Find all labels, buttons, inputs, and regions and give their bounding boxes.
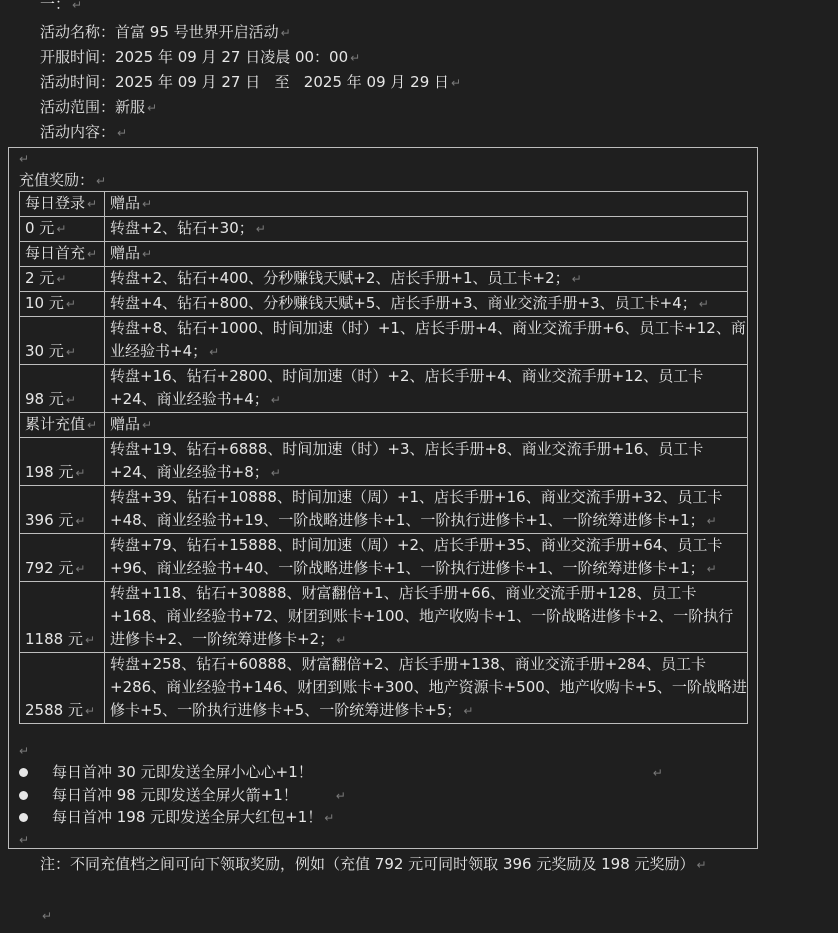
tier-header-cell: 累计充值 ↵ bbox=[20, 413, 105, 438]
table-row bbox=[20, 438, 748, 486]
gift-cell: 转盘+118、钻石+30888、财富翻倍+1、店长手册+66、商业交流手册+128、员工卡+168、商业经验书+72、财团到账卡+100、地产收购卡+1、一阶战略进修卡+2、一阶执行进修卡+2、一阶统筹进修卡+2； ↵ bbox=[105, 582, 748, 653]
gift-cell: 转盘+79、钻石+15888、时间加速（周）+2、店长手册+35、商业交流手册+64、员工卡+96、商业经验书+40、一阶战略进修卡+1、一阶执行进修卡+1、一阶统筹进修卡+1； ↵ bbox=[105, 534, 748, 582]
table-header-row bbox=[20, 413, 748, 438]
empty-paragraph: ↵ bbox=[19, 833, 30, 847]
table-row bbox=[20, 653, 748, 724]
table-row bbox=[20, 486, 748, 534]
amount-cell: 198 元 ↵ bbox=[20, 438, 105, 486]
amount-cell: 30 元 ↵ bbox=[20, 317, 105, 365]
amount-cell: 98 元 ↵ bbox=[20, 365, 105, 413]
gift-cell: 转盘+19、钻石+6888、时间加速（时）+3、店长手册+8、商业交流手册+16、员工卡+24、商业经验书+8； ↵ bbox=[105, 438, 748, 486]
amount-cell: 792 元 ↵ bbox=[20, 534, 105, 582]
gift-cell: 转盘+2、钻石+400、分秒赚钱天赋+2、店长手册+1、员工卡+2； ↵ bbox=[105, 267, 748, 292]
bullet-item: 每日首冲 30 元即发送全屏小心心+1！ ↵ bbox=[19, 762, 663, 783]
gift-cell: 转盘+2、钻石+30； ↵ bbox=[105, 217, 748, 242]
amount-cell: 2588 元 ↵ bbox=[20, 653, 105, 724]
tier-header-cell: 每日登录 ↵ bbox=[20, 192, 105, 217]
empty-paragraph: ↵ bbox=[19, 152, 30, 166]
tier-header-cell: 每日首充 ↵ bbox=[20, 242, 105, 267]
gift-header-cell: 赠品 ↵ bbox=[105, 192, 748, 217]
amount-cell: 0 元 ↵ bbox=[20, 217, 105, 242]
table-row bbox=[20, 292, 748, 317]
gift-cell: 转盘+39、钻石+10888、时间加速（周）+1、店长手册+16、商业交流手册+32、员工卡+48、商业经验书+19、一阶战略进修卡+1、一阶执行进修卡+1、一阶统筹进修卡+1； ↵ bbox=[105, 486, 748, 534]
bullet-dot-icon bbox=[19, 791, 28, 800]
activity-time-line: 活动时间：2025 年 09 月 27 日 至 2025 年 09 月 29 日 ↵ bbox=[40, 73, 462, 91]
content-frame bbox=[8, 147, 758, 849]
table-row bbox=[20, 534, 748, 582]
activity-content-line: 活动内容： ↵ bbox=[40, 123, 128, 141]
amount-cell: 2 元 ↵ bbox=[20, 267, 105, 292]
gift-cell: 转盘+258、钻石+60888、财富翻倍+2、店长手册+138、商业交流手册+284、员工卡+286、商业经验书+146、财团到账卡+300、地产资源卡+500、地产收购卡+5、一阶战略进修卡+5、一阶执行进修卡+5、一阶统筹进修卡+5； ↵ bbox=[105, 653, 748, 724]
gift-cell: 转盘+16、钻石+2800、时间加速（时）+2、店长手册+4、商业交流手册+12、员工卡+24、商业经验书+4； ↵ bbox=[105, 365, 748, 413]
amount-cell: 396 元 ↵ bbox=[20, 486, 105, 534]
amount-cell: 1188 元 ↵ bbox=[20, 582, 105, 653]
bullet-item: 每日首冲 98 元即发送全屏火箭+1！ ↵ bbox=[19, 785, 346, 806]
table-header-row bbox=[20, 242, 748, 267]
open-time-line: 开服时间：2025 年 09 月 27 日凌晨 00：00 ↵ bbox=[40, 48, 361, 66]
table-row bbox=[20, 582, 748, 653]
amount-cell: 10 元 ↵ bbox=[20, 292, 105, 317]
note-paragraph: 注：不同充值档之间可向下领取奖励，例如（充值 792 元可同时领取 396 元奖励及 198 元奖励） ↵ bbox=[40, 855, 707, 873]
table-row bbox=[20, 317, 748, 365]
bullet-dot-icon bbox=[19, 813, 28, 822]
recharge-title: 充值奖励： ↵ bbox=[19, 171, 107, 189]
table-header-row bbox=[20, 192, 748, 217]
empty-paragraph: ↵ bbox=[19, 744, 30, 758]
reward-table bbox=[19, 191, 748, 724]
table-row bbox=[20, 217, 748, 242]
bullet-dot-icon bbox=[19, 768, 28, 777]
empty-paragraph: ↵ bbox=[42, 909, 53, 923]
gift-cell: 转盘+4、钻石+800、分秒赚钱天赋+5、店长手册+3、商业交流手册+3、员工卡+4； ↵ bbox=[105, 292, 748, 317]
table-row bbox=[20, 267, 748, 292]
gift-cell: 转盘+8、钻石+1000、时间加速（时）+1、店长手册+4、商业交流手册+6、员工卡+12、商业经验书+4； ↵ bbox=[105, 317, 748, 365]
activity-scope-line: 活动范围：新服 ↵ bbox=[40, 98, 158, 116]
activity-name-line: 活动名称：首富 95 号世界开启活动 ↵ bbox=[40, 23, 291, 41]
section-heading: 一： ↵ bbox=[40, 0, 83, 13]
gift-header-cell: 赠品 ↵ bbox=[105, 242, 748, 267]
gift-header-cell: 赠品 ↵ bbox=[105, 413, 748, 438]
table-row bbox=[20, 365, 748, 413]
bullet-item: 每日首冲 198 元即发送全屏大红包+1！ ↵ bbox=[19, 807, 334, 828]
